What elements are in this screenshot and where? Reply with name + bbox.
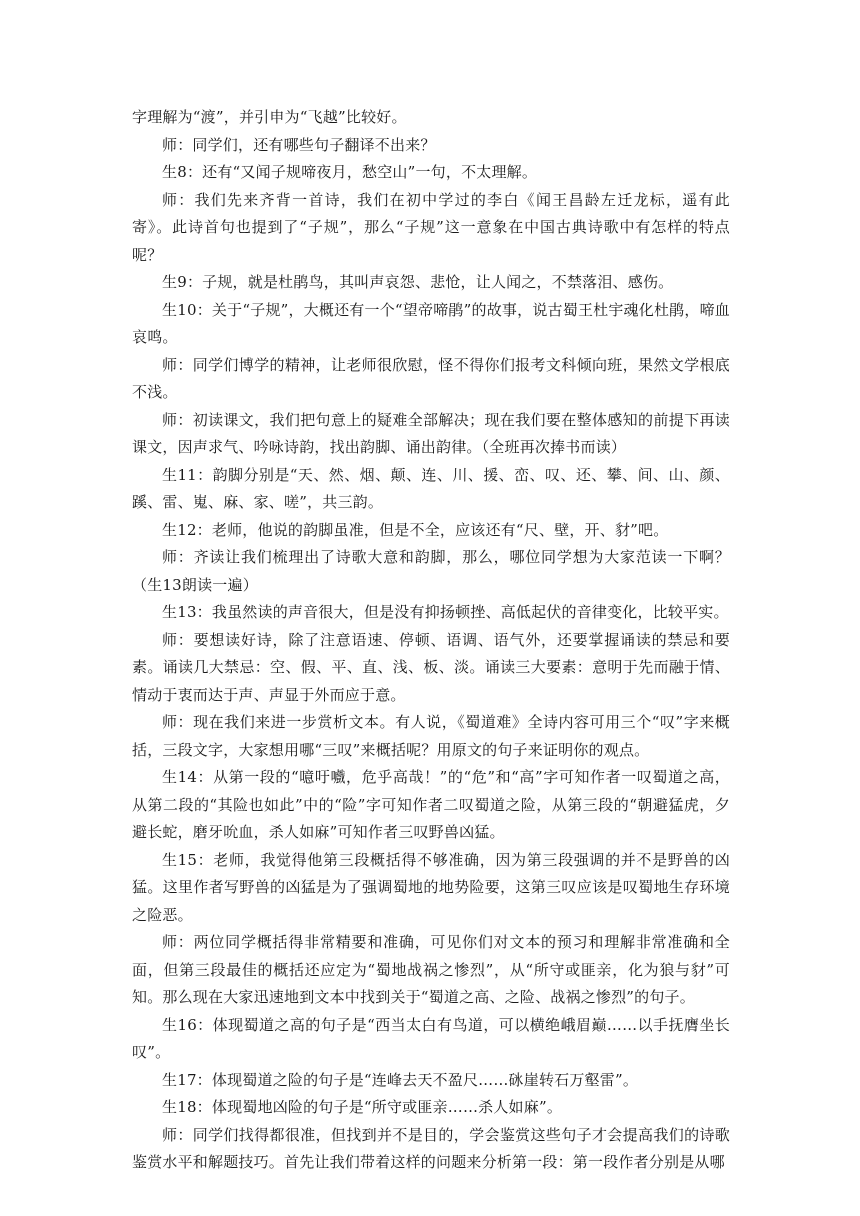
- paragraph: 师：要想读好诗，除了注意语速、停顿、语调、语气外，还要掌握诵读的禁忌和要素。诵读几大禁忌：空、假、平、直、浅、板、淡。诵读三大要素：意明于先而融于情、情动于衷而达于声、声显于外而应于意。: [132, 630, 730, 704]
- paragraph: 生17：体现蜀道之险的句子是“连峰去天不盈尺……砯崖转石万壑雷”。: [162, 1070, 639, 1089]
- paragraph: 生10：关于“子规”，大概还有一个“望帝啼鹃”的故事，说古蜀王杜宇魂化杜鹃，啼血哀鸣。: [132, 300, 730, 346]
- paragraph: 师：同学们，还有哪些句子翻译不出来？: [162, 135, 436, 154]
- paragraph: 师：初读课文，我们把句意上的疑难全部解决；现在我们要在整体感知的前提下再读课文，因声求气、吟咏诗韵，找出韵脚、诵出韵律。（全班再次捧书而读）: [132, 410, 730, 456]
- paragraph: 生11：韵脚分别是“天、然、烟、颠、连、川、援、峦、叹、还、攀、间、山、颜、蹊、雷、嵬、麻、家、嗟”，共三韵。: [132, 465, 730, 511]
- paragraph: 师：齐读让我们梳理出了诗歌大意和韵脚，那么，哪位同学想为大家范读一下啊？（生13朗读一遍）: [132, 548, 730, 594]
- paragraph: 字理解为“渡”，并引申为“飞越”比较好。: [132, 108, 407, 126]
- paragraph: 师：同学们找得都很准，但找到并不是目的，学会鉴赏这些句子才会提高我们的诗歌鉴赏水平和解题技巧。首先让我们带着这样的问题来分析第一段：第一段作者分别是从哪: [132, 1125, 730, 1171]
- paragraph: 师：两位同学概括得非常精要和准确，可见你们对文本的预习和理解非常准确和全面，但第三段最佳的概括还应定为“蜀地战祸之惨烈”，从“所守或匪亲，化为狼与豺”可知。那么现在大家迅速地到文本中找到关于“蜀道之高、之险、战祸之惨烈”的句子。: [132, 933, 730, 1006]
- paragraph: 生12：老师，他说的韵脚虽准，但是不全，应该还有“尺、壁，开、豺”吧。: [162, 520, 669, 539]
- paragraph: 师：现在我们来进一步赏析文本。有人说，《蜀道难》全诗内容可用三个“叹”字来概括，三段文字，大家想用哪“三叹”来概括呢？用原文的句子来证明你的观点。: [132, 713, 730, 759]
- paragraph: 生16：体现蜀道之高的句子是“西当太白有鸟道，可以横绝峨眉巅……以手抚膺坐长叹”。: [132, 1015, 730, 1061]
- paragraph: 生8：还有“又闻子规啼夜月，愁空山”一句，不太理解。: [162, 163, 538, 181]
- paragraph: 生15：老师，我觉得他第三段概括得不够准确，因为第三段强调的并不是野兽的凶猛。这里作者写野兽的凶猛是为了强调蜀地的地势险要，这第三叹应该是叹蜀地生存环境之险恶。: [132, 850, 730, 924]
- document-body: [132, 104, 730, 1177]
- paragraph: 生14：从第一段的“噫吁嚱，危乎高哉！”的“危”和“高”字可知作者一叹蜀道之高，从第二段的“其险也如此”中的“险”字可知作者二叹蜀道之险，从第三段的“朝避猛虎，夕避长蛇，磨牙吮血，杀人如麻”可知作者三叹野兽凶猛。: [132, 768, 730, 841]
- paragraph: 师：我们先来齐背一首诗，我们在初中学过的李白《闻王昌龄左迁龙标，遥有此寄》。此诗首句也提到了“子规”，那么“子规”这一意象在中国古典诗歌中有怎样的特点呢？: [132, 190, 730, 264]
- paragraph: 生18：体现蜀地凶险的句子是“所守或匪亲……杀人如麻”。: [162, 1098, 563, 1116]
- paragraph: 生9：子规，就是杜鹃鸟，其叫声哀怨、悲怆，让人闻之，不禁落泪、感伤。: [162, 273, 674, 291]
- paragraph: 师：同学们博学的精神，让老师很欣慰，怪不得你们报考文科倾向班，果然文学根底不浅。: [132, 355, 730, 401]
- paragraph: 生13：我虽然读的声音很大，但是没有抑扬顿挫、高低起伏的音律变化，比较平实。: [162, 603, 729, 621]
